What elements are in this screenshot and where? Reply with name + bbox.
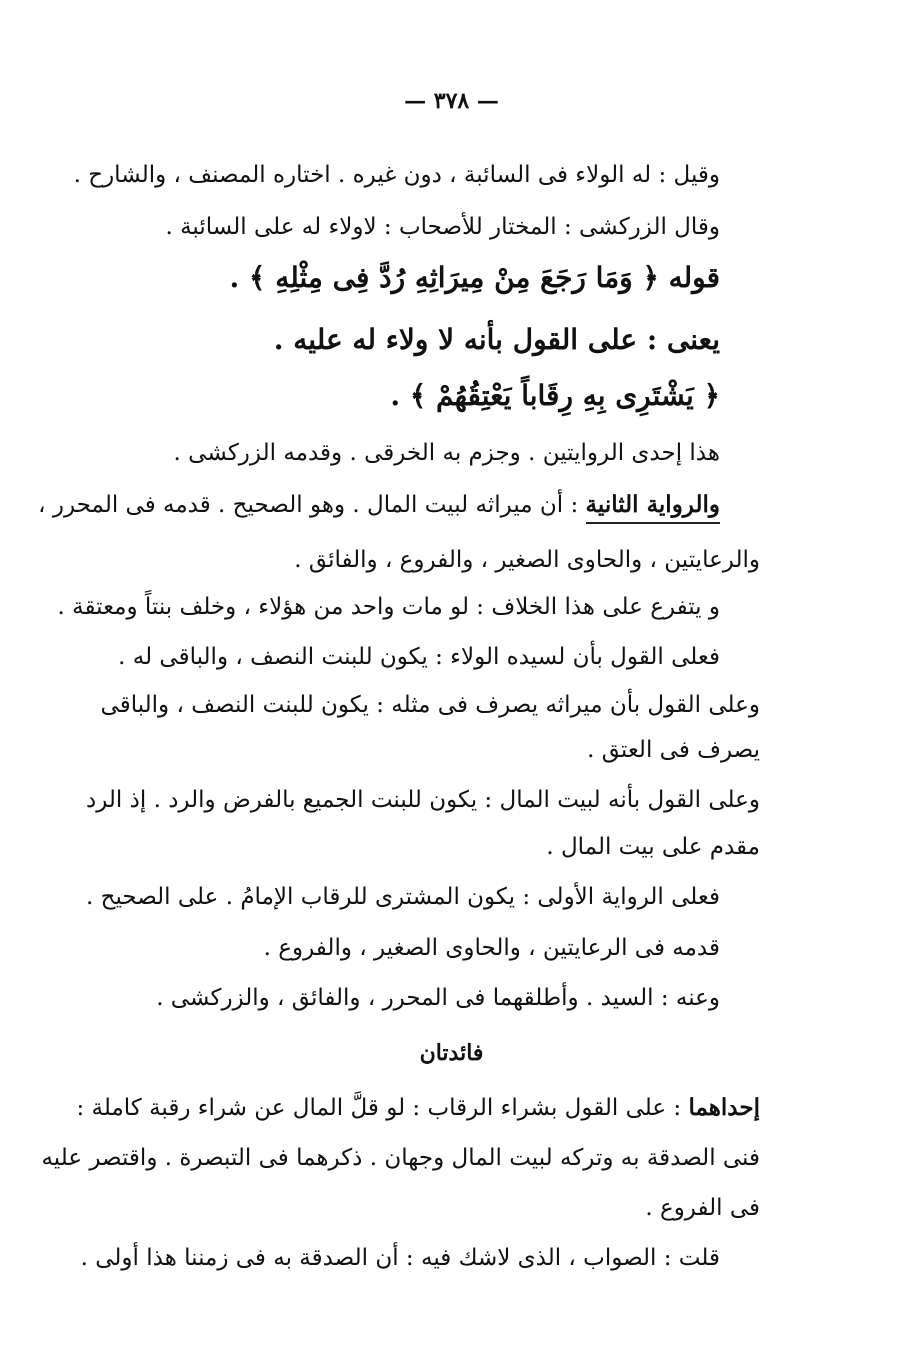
riwaya-second-line <box>38 490 720 520</box>
text-line: قدمه فى الرعايتين ، والحاوى الصغير ، والفروع . <box>263 935 720 961</box>
text-line: يصرف فى العتق . <box>587 737 760 763</box>
text-line: قلت : الصواب ، الذى لاشك فيه : أن الصدقة به فى زمننا هذا أولى . <box>80 1245 720 1271</box>
text-line: وقال الزركشى : المختار للأصحاب : لاولاء له على السائبة . <box>165 214 720 240</box>
section-heading: فائدتان <box>419 1040 484 1066</box>
text-line: يعنى : على القول بأنه لا ولاء له عليه . <box>273 323 720 356</box>
page-number: — ٣٧٨ — <box>404 88 499 114</box>
text-line: مقدم على بيت المال . <box>546 834 760 860</box>
fawaid-lead: إحداهما <box>688 1094 760 1121</box>
text-line: فعلى القول بأن لسيده الولاء : يكون للبنت النصف ، والباقى له . <box>118 644 720 670</box>
text-line: فعلى الرواية الأولى : يكون المشترى للرقاب الإمامُ . على الصحيح . <box>85 884 720 910</box>
text-line: فنى الصدقة به وتركه لبيت المال وجهان . ذكرهما فى التبصرة . واقتصر عليه <box>41 1145 760 1171</box>
quran-quote-line: قوله ﴿ وَمَا رَجَعَ مِنْ مِيرَاثِهِ رُدَّ فِى مِثْلِهِ ﴾ . <box>229 261 720 294</box>
text-line: وعنه : السيد . وأطلقهما فى المحرر ، والفائق ، والزركشى . <box>156 985 720 1011</box>
text-line: وعلى القول بأن ميراثه يصرف فى مثله : يكون للبنت النصف ، والباقى <box>100 692 760 718</box>
text-line: و يتفرع على هذا الخلاف : لو مات واحد من هؤلاء ، وخلف بنتاً ومعتقة . <box>57 594 720 620</box>
text-line: والرعايتين ، والحاوى الصغير ، والفروع ، والفائق . <box>294 547 760 573</box>
riwaya-second-rest: : أن ميراثه لبيت المال . وهو الصحيح . قدمه فى المحرر ، <box>38 492 586 518</box>
riwaya-second-lead: والرواية الثانية <box>586 491 720 524</box>
text-line: وقيل : له الولاء فى السائبة ، دون غيره . اختاره المصنف ، والشارح . <box>73 162 720 188</box>
text-line: فى الفروع . <box>645 1195 760 1221</box>
fawaid-first-line <box>76 1093 760 1123</box>
quran-quote-line: ﴿ يَشْتَرِى بِهِ رِقَاباً يَعْتِقُهُمْ ﴾ . <box>390 379 720 412</box>
text-line: وعلى القول بأنه لبيت المال : يكون للبنت الجميع بالفرض والرد . إذ الرد <box>85 787 760 813</box>
text-line: هذا إحدى الروايتين . وجزم به الخرقى . وقدمه الزركشى . <box>173 440 720 466</box>
fawaid-line1-rest: : على القول بشراء الرقاب : لو قلَّ المال عن شراء رقبة كاملة : <box>76 1095 689 1121</box>
